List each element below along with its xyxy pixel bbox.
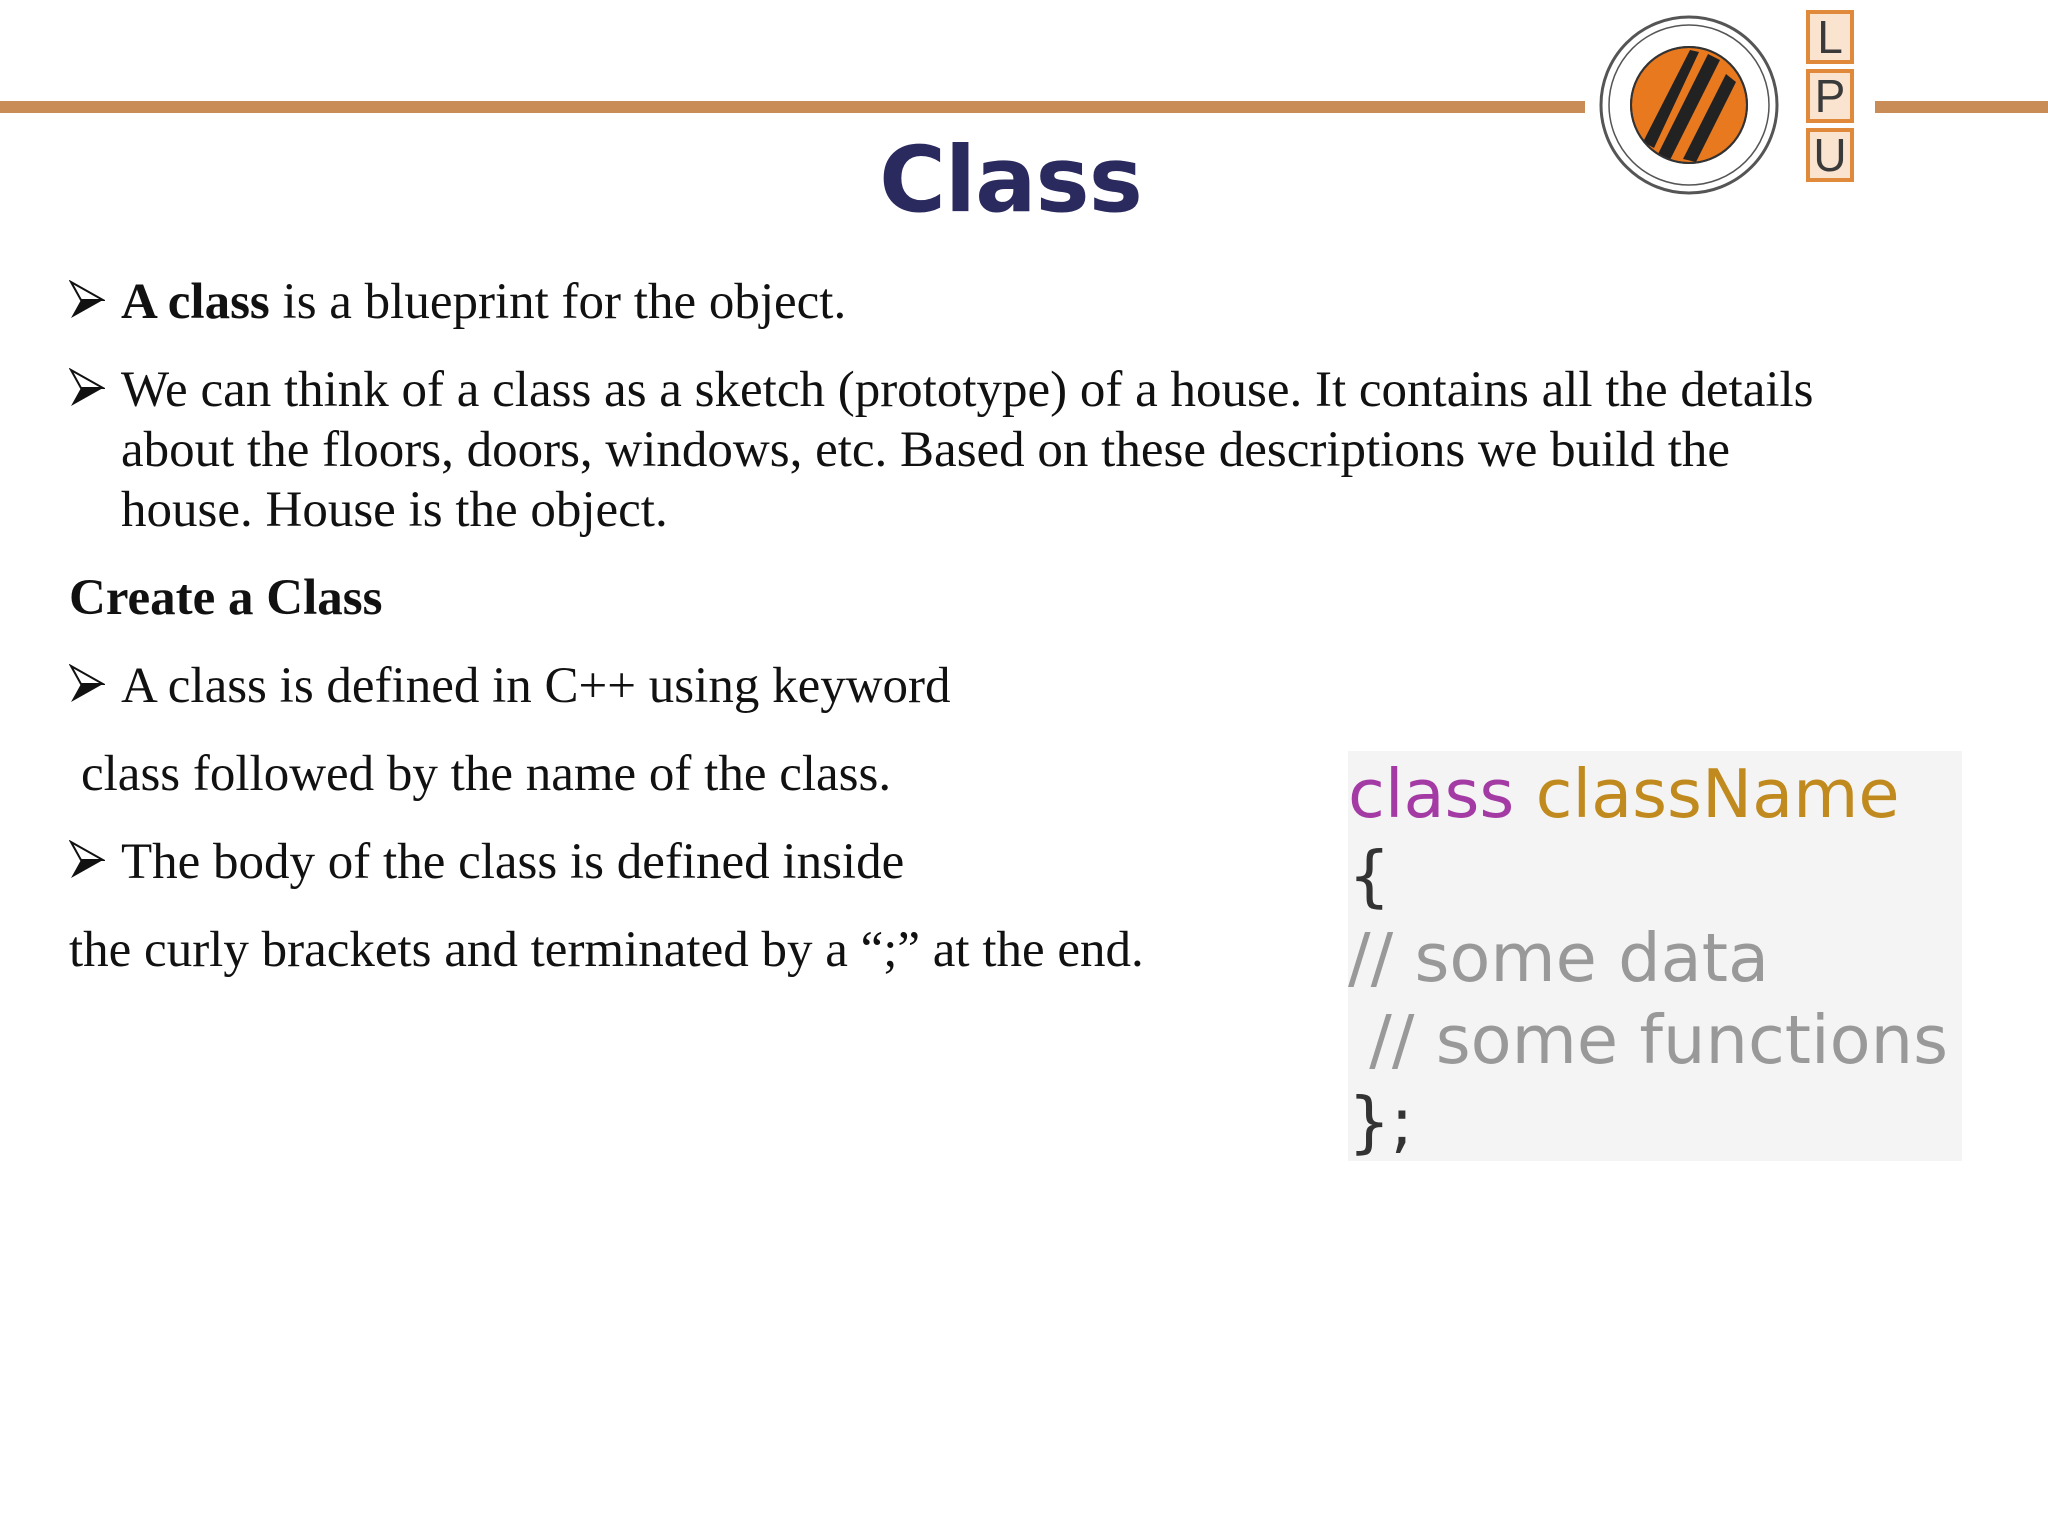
bullet-blueprint — [69, 272, 1869, 332]
code-comment-functions: // some functions — [1348, 1001, 1949, 1079]
header-rule-right — [1875, 101, 2048, 113]
body-continuation: the curly brackets and terminated by a “;” at the end. — [69, 922, 1144, 978]
logo-letter-u: U — [1806, 128, 1854, 182]
bullet-house-line2: about the floors, doors, windows, etc. Based on these descriptions we build the — [121, 422, 1731, 478]
arrow-bullet-icon — [69, 368, 105, 408]
bullet-blueprint-text: is a blueprint for the object. — [269, 274, 847, 330]
bullet-keyword — [69, 656, 1869, 716]
bullet-keyword-text: A class is defined in C++ using keyword — [121, 658, 951, 714]
slide-title: Class — [879, 128, 1142, 233]
code-line-declaration — [1348, 753, 1962, 835]
code-keyword: class — [1348, 755, 1515, 833]
arrow-bullet-icon — [69, 280, 105, 320]
logo-letter-p: P — [1806, 69, 1854, 123]
code-comment-data: // some data — [1348, 919, 1770, 997]
header-rule-left — [0, 101, 1585, 113]
code-class-name: className — [1535, 755, 1900, 833]
keyword-continuation: class followed by the name of the class. — [81, 746, 892, 802]
code-snippet — [1348, 751, 1962, 1161]
code-close-brace: }; — [1348, 1083, 1414, 1161]
bullet-blueprint-bold: A class — [121, 274, 270, 330]
bullet-house-line3: house. House is the object. — [121, 482, 668, 538]
arrow-bullet-icon — [69, 664, 105, 704]
bullet-body-text: The body of the class is defined inside — [121, 834, 905, 890]
bullet-house-sketch — [69, 360, 1869, 540]
logo-letter-l: L — [1806, 10, 1854, 64]
arrow-bullet-icon — [69, 840, 105, 880]
bullet-house-line1: We can think of a class as a sketch (prototype) of a house. It contains all the details — [121, 362, 1814, 418]
section-heading: Create a Class — [69, 570, 383, 626]
code-open-brace: { — [1348, 837, 1391, 915]
